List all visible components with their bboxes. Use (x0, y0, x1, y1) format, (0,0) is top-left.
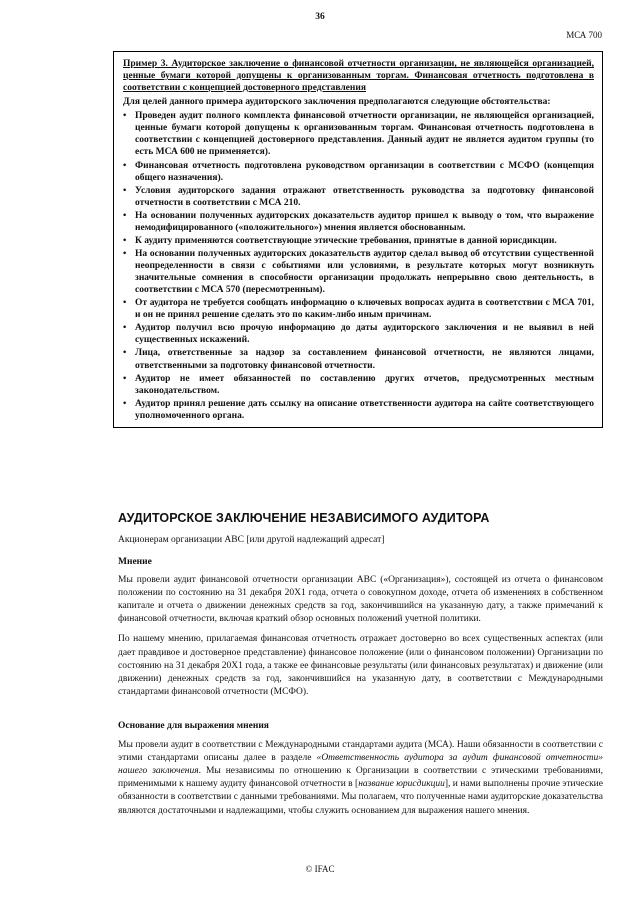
opinion-heading: Мнение (118, 557, 152, 567)
bullet-icon: • (123, 248, 127, 259)
list-item-text: Лица, ответственные за надзор за составлением финансовой отчетности, не являются лицами, ответственными за подготовку финансовой отчетности. (135, 348, 594, 371)
opinion-section (118, 574, 603, 706)
list-item (123, 297, 594, 321)
list-item-text: Проведен аудит полного комплекта финансовой отчетности организации, не являющейся организацией, ценные бумаги которой допущены к организованным торгам. Финансовая отчетность подготовлена в соответствии с концепцией достоверного представления. Данный аудит не является аудитом группы (то есть МСА 600 не применяется). (135, 111, 594, 158)
basis-text-3: ], и нами выполнены прочие этические обязанности в соответствии с данными требованиями. Мы полагаем, что полученные нами аудиторские доказательства являются достаточными и надлежащими, чтобы служить основанием для выражения нашего мнения. (118, 779, 603, 816)
list-item-text: Аудитор принял решение дать ссылку на описание ответственности аудитора на сайте соответствующего уполномоченного органа. (135, 398, 594, 421)
example-intro: Для целей данного примера аудиторского заключения предполагаются следующие обстоятельства: (123, 97, 551, 108)
list-item (123, 322, 594, 346)
list-item-text: На основании полученных аудиторских доказательств аудитор сделал вывод об отсутствии существенной неопределенности в связи с событиями или условиями, в результате которых могут возникнуть значительные сомнения в способности организации продолжать непрерывно свою деятельность, в соответствии с МСА 570 (пересмотренным). (135, 248, 594, 296)
report-addressee: Акционерам организации ABC [или другой надлежащий адресат] (118, 535, 385, 545)
bullet-icon: • (123, 111, 127, 122)
opinion-paragraph-2: По нашему мнению, прилагаемая финансовая отчетность отражает достоверно во всех существенных аспектах (или дает правдивое и достоверное представление) финансовое положение (или о финансовом положении) Организации по состоянию на 31 декабря 20X1 года, а также ее финансовые результаты (или финансовых результатах) и движение (или движении) денежных средств за год, закончившийся на указанную дату, в соответствии с Международными стандартами финансовой отчетности (МСФО). (118, 634, 603, 697)
list-item-text: Аудитор получил всю прочую информацию до даты аудиторского заключения и не выявил в ней существенных искажений. (135, 323, 594, 346)
list-item-text: Аудитор не имеет обязанностей по составлению других отчетов, предусмотренных местным законодательством. (135, 373, 594, 396)
page-number: 36 (315, 12, 325, 22)
bullet-icon: • (123, 373, 127, 384)
bullet-icon: • (123, 298, 127, 309)
list-item (123, 160, 594, 184)
basis-text-1: Мы провели аудит в соответствии с Международными стандартами аудита (МСА). Наши обязанности в соответствии с этими стандартами описаны далее в разделе (118, 740, 603, 764)
list-item (123, 373, 594, 397)
list-item-text: От аудитора не требуется сообщать информацию о ключевых вопросах аудита в соответствии с МСА 701, и он не принял решение сделать это по каким-либо иным причинам. (135, 298, 594, 321)
copyright-footer: © IFAC (305, 864, 335, 874)
list-item (123, 347, 594, 371)
basis-italic-reference: «Ответственность аудитора за аудит финансовой отчетности» нашего заключения (118, 753, 603, 777)
opinion-paragraph-1: Мы провели аудит финансовой отчетности организации ABC («Организация»), состоящей из отчета о финансовом положении по состоянию на 31 декабря 20X1 года, отчета о совокупном доходе, отчета об изменениях в собственном капитале и отчета о движении денежных средств за год, закончившийся на указанную дату, а также примечаний к финансовой отчетности, включая краткий обзор основных положений учетной политики. (118, 575, 603, 625)
report-title: АУДИТОРСКОЕ ЗАКЛЮЧЕНИЕ НЕЗАВИСИМОГО АУДИТОРА (118, 511, 490, 525)
document-code: МСА 700 (566, 30, 602, 40)
jurisdiction-placeholder: название юрисдикции (358, 779, 445, 790)
list-item-text: Условия аудиторского задания отражают ответственность руководства за подготовку финансовой отчетности в соответствии с МСА 210. (135, 185, 594, 208)
list-item (123, 235, 594, 247)
basis-section (118, 739, 603, 825)
example-heading: Пример 3. Аудиторское заключение о финансовой отчетности организации, не являющейся организацией, ценные бумаги которой допущены к организованным торгам. Финансовая отчетность подготовлена в соответствии с концепцией достоверного представления (123, 59, 594, 94)
basis-text-2: . Мы независимы по отношению к Организации в соответствии с этическими требованиями, применимыми к нашему аудиту финансовой отчетности в [ (118, 766, 603, 790)
list-item (123, 185, 594, 209)
example-circumstances-box (113, 51, 603, 428)
list-item-text: К аудиту применяются соответствующие этические требования, принятые в данной юрисдикции. (135, 235, 557, 246)
bullet-icon: • (123, 398, 127, 409)
bullet-icon: • (123, 160, 127, 171)
list-item (123, 210, 594, 234)
bullet-icon: • (123, 235, 127, 246)
list-item-text: Финансовая отчетность подготовлена руководством организации в соответствии с МСФО (концепция общего назначения). (135, 160, 594, 183)
list-item (123, 110, 594, 158)
list-item-text: На основании полученных аудиторских доказательств аудитор пришел к выводу о том, что выражение немодифицированного («положительного») мнения является обоснованным. (135, 210, 594, 233)
bullet-icon: • (123, 185, 127, 196)
basis-heading: Основание для выражения мнения (118, 721, 269, 731)
list-item (123, 398, 594, 422)
bullet-icon: • (123, 348, 127, 359)
bullet-icon: • (123, 323, 127, 334)
basis-paragraph (118, 739, 603, 818)
list-item (123, 248, 594, 296)
bullet-icon: • (123, 210, 127, 221)
